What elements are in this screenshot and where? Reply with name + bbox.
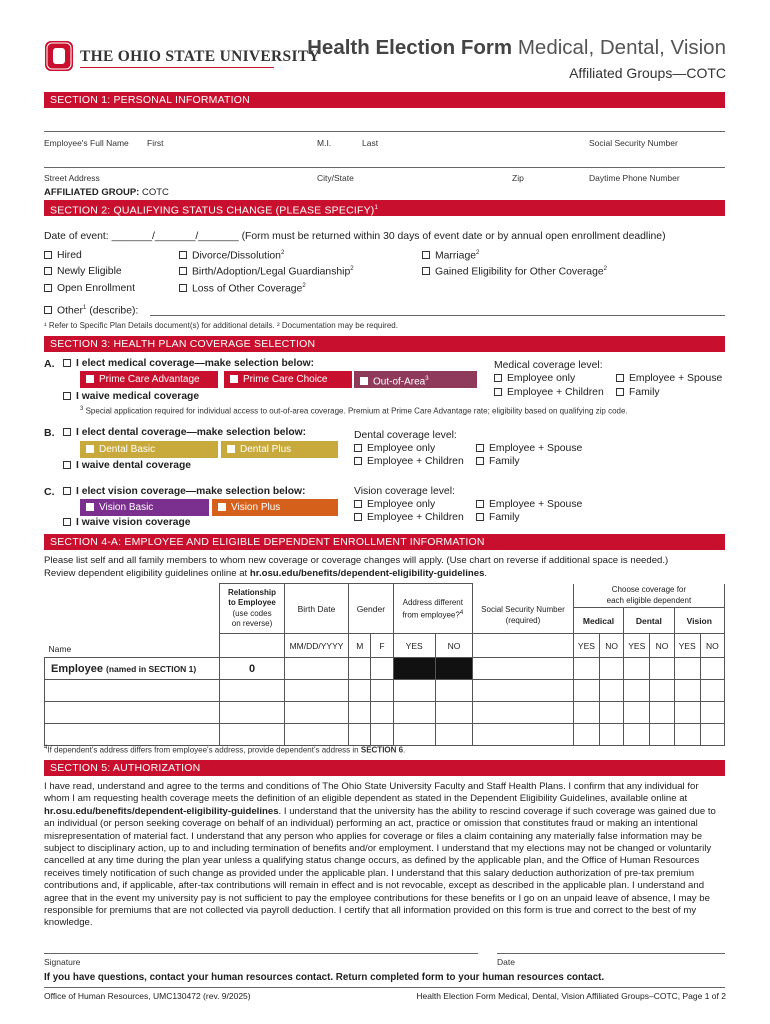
checkbox[interactable] [86, 445, 94, 453]
opt-label: Birth/Adoption/Legal Guardianship [192, 266, 351, 278]
cell[interactable] [674, 702, 700, 724]
cell[interactable] [674, 680, 700, 702]
fn-bold: SECTION 6 [360, 745, 404, 755]
rel-l4: on reverse) [231, 619, 273, 628]
plan-label: Out-of-Area [373, 376, 426, 388]
section3-header: SECTION 3: HEALTH PLAN COVERAGE SELECTION [44, 336, 725, 352]
level-label: Family [489, 456, 520, 467]
footer-left: Office of Human Resources, UMC130472 (rev. 9/2025) [44, 991, 251, 1001]
rel-l2: to Employee [228, 598, 276, 607]
table-row [45, 680, 725, 702]
cell[interactable] [573, 680, 599, 702]
checkbox[interactable] [354, 457, 362, 465]
date-label: Date [497, 957, 515, 967]
opt-label: Newly Eligible [57, 266, 122, 277]
waive-medical-label: I waive medical coverage [76, 391, 200, 402]
checkbox[interactable] [360, 377, 368, 385]
level-label: Employee + Spouse [489, 443, 583, 454]
section4-header: SECTION 4-A: EMPLOYEE AND ELIGIBLE DEPENDENT ENROLLMENT INFORMATION [44, 534, 725, 550]
date-of-event[interactable]: Date of event: _______/_______/_______ (Form must be returned within 30 days of event date or by annual open enrollment deadline) [44, 231, 666, 242]
checkbox[interactable] [179, 251, 187, 259]
cell[interactable] [284, 724, 348, 746]
opt-other[interactable]: Other$^1$ (describe): [44, 305, 138, 316]
employee-row-label [45, 658, 220, 680]
elect-medical[interactable] [63, 358, 314, 369]
cell[interactable] [600, 680, 624, 702]
name-line[interactable] [44, 131, 725, 132]
page-title-bold: Health Election Form [307, 36, 513, 59]
level-label: Employee + Children [367, 512, 464, 523]
section5-header: SECTION 5: AUTHORIZATION [44, 760, 725, 776]
checkbox[interactable] [179, 267, 187, 275]
opt-loss-coverage[interactable]: Loss of Other Coverage$^2$ [179, 283, 306, 294]
signature-line[interactable] [44, 953, 478, 954]
addr-l1: Address different [402, 597, 463, 607]
cell[interactable] [700, 702, 724, 724]
block-o-icon [44, 40, 74, 72]
label-street: Street Address [44, 173, 100, 183]
cell[interactable] [473, 658, 574, 680]
medical-level-employee-children[interactable] [494, 387, 604, 398]
table-row [45, 724, 725, 746]
plan-label: Vision Plus [231, 502, 281, 513]
page-title [307, 36, 726, 60]
level-label: Family [629, 387, 660, 398]
affiliated-value: COTC [141, 187, 169, 198]
plan-out-of-area[interactable]: Out-of-Area$^3$ [354, 371, 477, 388]
cell[interactable] [393, 702, 435, 724]
waive-vision[interactable] [63, 517, 190, 528]
section4-footnote: $^4$If dependent's address differs from employee's address, provide dependent's address in SECTION 6. [44, 745, 406, 755]
label-last: Last [362, 138, 379, 148]
section4-intro1: Please list self and all family members to whom new coverage or coverage changes will apply. (Use chart on reverse if additional space is needed.) [44, 555, 669, 566]
cell[interactable] [371, 658, 393, 680]
medical-level-employee-only[interactable] [494, 373, 575, 384]
label-zip: Zip [512, 173, 524, 183]
eligibility-link[interactable]: hr.osu.edu/benefits/dependent-eligibility-guidelines [249, 568, 485, 579]
checkbox[interactable] [63, 428, 71, 436]
cell[interactable] [700, 724, 724, 746]
vision-level-employee-spouse[interactable] [476, 499, 582, 510]
cell[interactable] [284, 702, 348, 724]
checkbox[interactable] [494, 374, 502, 382]
checkbox[interactable] [63, 518, 71, 526]
choose-l2: each eligible dependent [606, 596, 692, 606]
choose-l1: Choose coverage for [611, 585, 687, 595]
section3-c-letter: C. [44, 486, 55, 498]
cell[interactable] [220, 724, 284, 746]
opt-newly-eligible[interactable] [44, 266, 122, 277]
cell[interactable] [349, 658, 371, 680]
level-label: Employee + Children [367, 456, 464, 467]
cell[interactable] [435, 680, 472, 702]
col-birth-date: Birth Date [284, 584, 348, 634]
cell[interactable] [674, 724, 700, 746]
cell[interactable] [600, 658, 624, 680]
label-ssn: Social Security Number [589, 138, 678, 148]
waive-medical[interactable] [63, 391, 199, 402]
cell[interactable] [393, 680, 435, 702]
plan-vision-plus[interactable] [212, 499, 338, 516]
contact-note: If you have questions, contact your human resources contact. Return completed form to your human resources contact. [44, 972, 605, 983]
vision-yes: YES [674, 634, 700, 658]
employee-note: (named in SECTION 1) [106, 663, 197, 674]
plan-label: Vision Basic [99, 502, 154, 513]
ssn-l1: Social Security Number [481, 605, 565, 615]
dental-level-employee-children[interactable] [354, 456, 464, 467]
dental-level-title: Dental coverage level: [354, 430, 457, 441]
rel-l1: Relationship [228, 587, 277, 597]
rel-l3: (use codes [232, 608, 272, 618]
checkbox[interactable] [179, 284, 187, 292]
plan-prime-care-advantage[interactable] [80, 371, 218, 388]
dental-level-employee-only[interactable] [354, 443, 435, 454]
cell[interactable] [650, 702, 674, 724]
checkbox[interactable] [44, 306, 52, 314]
cell[interactable] [349, 724, 371, 746]
col-choose-coverage [573, 584, 724, 608]
section3-b-letter: B. [44, 427, 55, 439]
addr-l2: from employee? [402, 610, 460, 620]
affiliated-label: AFFILIATED GROUP: [44, 187, 140, 198]
checkbox[interactable] [86, 375, 94, 383]
table-row [45, 702, 725, 724]
footer-right: Health Election Form Medical, Dental, Vision Affiliated Groups–COTC, Page 1 of 2 [416, 991, 726, 1001]
employee-relationship-code: 0 [220, 658, 284, 680]
plan-label: Prime Care Choice [243, 374, 328, 385]
footer-divider [44, 987, 725, 988]
medical-yes: YES [573, 634, 599, 658]
cell[interactable] [600, 724, 624, 746]
opt-hired[interactable] [44, 250, 82, 261]
address-line[interactable] [44, 167, 725, 168]
plan-prime-care-choice[interactable] [224, 371, 352, 388]
cell-blocked [435, 658, 472, 680]
opt-label: Marriage [435, 250, 476, 262]
cell[interactable] [435, 724, 472, 746]
employee-label: Employee [51, 662, 103, 675]
label-first: First [147, 138, 164, 148]
cell[interactable] [45, 702, 220, 724]
opt-other-rest: (describe): [89, 305, 139, 317]
section3-a-letter: A. [44, 358, 55, 370]
osu-logo [44, 40, 320, 72]
cell[interactable] [435, 702, 472, 724]
waive-vision-label: I waive vision coverage [76, 517, 191, 528]
cell[interactable] [393, 724, 435, 746]
col-medical: Medical [573, 608, 623, 634]
cell[interactable] [650, 658, 674, 680]
col-gender: Gender [349, 584, 393, 634]
address-yes: YES [393, 634, 435, 658]
elect-dental-label: I elect dental coverage—make selection below: [76, 427, 307, 438]
checkbox[interactable] [616, 374, 624, 382]
opt-gained-eligibility[interactable]: Gained Eligibility for Other Coverage$^2$ [422, 266, 607, 277]
cell[interactable] [624, 702, 650, 724]
checkbox[interactable] [354, 513, 362, 521]
cell[interactable] [624, 680, 650, 702]
label-phone: Daytime Phone Number [589, 173, 680, 183]
elect-medical-label: I elect medical coverage—make selection below: [76, 358, 315, 369]
col-name: Name [45, 584, 220, 658]
opt-label: Loss of Other Coverage [192, 283, 303, 295]
opt-label: Other [57, 305, 83, 317]
section2-sup: 1 [374, 205, 379, 211]
cell[interactable] [220, 702, 284, 724]
col-ssn [473, 584, 574, 634]
address-no: NO [435, 634, 472, 658]
level-label: Employee only [367, 443, 436, 454]
medical-level-title: Medical coverage level: [494, 360, 603, 371]
plan-label: Prime Care Advantage [99, 374, 200, 385]
vision-level-family[interactable] [476, 512, 520, 523]
gender-f: F [371, 634, 393, 658]
checkbox[interactable] [63, 392, 71, 400]
table-row-employee [45, 658, 725, 680]
dental-level-family[interactable] [476, 456, 520, 467]
col-dental: Dental [624, 608, 674, 634]
checkbox[interactable] [422, 251, 430, 259]
opt-open-enrollment[interactable] [44, 283, 135, 294]
checkbox[interactable] [476, 457, 484, 465]
opt-label: Divorce/Dissolution [192, 250, 281, 262]
level-label: Employee only [507, 373, 576, 384]
cell[interactable] [700, 658, 724, 680]
cell[interactable] [600, 702, 624, 724]
opt-divorce[interactable]: Divorce/Dissolution$^2$ [179, 250, 284, 261]
level-label: Employee + Children [507, 387, 604, 398]
level-label: Employee + Spouse [629, 373, 723, 384]
auth-link[interactable]: hr.osu.edu/benefits/dependent-eligibility-guidelines [44, 805, 279, 817]
label-full-name: Employee's Full Name [44, 138, 129, 148]
dental-no: NO [650, 634, 674, 658]
cell[interactable] [624, 724, 650, 746]
cell[interactable] [473, 724, 574, 746]
checkbox[interactable] [218, 503, 226, 511]
authorization-paragraph [44, 781, 725, 930]
cell[interactable] [45, 680, 220, 702]
auth-pre: I have read, understand and agree to the terms and conditions of The Ohio State University Faculty and Staff Health Plans. I confirm that any individual for whom I am requesting health coverage meets the definition of an eligible dependent as stated in the Dependent Eligibility Guidelines, available online at [44, 781, 699, 805]
cell[interactable] [573, 702, 599, 724]
level-label: Employee only [367, 499, 436, 510]
logo-wordmark: THE OHIO STATE UNIVERSITY [80, 48, 320, 65]
fn-post: . [403, 745, 406, 755]
checkbox[interactable] [476, 500, 484, 508]
checkbox[interactable] [354, 444, 362, 452]
elect-dental[interactable] [63, 427, 306, 438]
ssn-l2: (required) [505, 616, 541, 626]
cell[interactable] [473, 680, 574, 702]
col-address: Address different from employee?$^4$ [393, 584, 473, 634]
cell[interactable] [349, 702, 371, 724]
out-of-area-note-text: Special application required for individual access to out-of-area coverage. Premium at Prime Care Advantage rate; eligibility based on qualifying zip code. [85, 406, 628, 416]
cell[interactable] [700, 680, 724, 702]
cell[interactable] [371, 724, 393, 746]
section1-header: SECTION 1: PERSONAL INFORMATION [44, 92, 725, 108]
checkbox[interactable] [86, 503, 94, 511]
ssn-blank [473, 634, 574, 658]
checkbox[interactable] [63, 461, 71, 469]
waive-dental[interactable] [63, 460, 191, 471]
cell-blocked [393, 658, 435, 680]
level-label: Employee + Spouse [489, 499, 583, 510]
checkbox[interactable] [44, 267, 52, 275]
cell[interactable] [220, 680, 284, 702]
auth-post: . I understand that the university has the ability to rescind coverage if such coverage was gained due to an individual (or person seeking coverage on behalf of an individual) performing an act, practice or omission that constitutes fraud or making an intentional misrepresentation of material fact. I understand that any person who applies for coverage or files a claim containing any materially false information may be subject to disciplinary action, up to and including termination of benefits and/or employment. I understand that my elections may not be changed or voluntarily cancelled at any time during the plan year unless a qualifying status change occurs, as defined by the applicable plan, and the Office of Human Resources receives timely notification of such change as provided under the applicable plan. I understand that this salary deduction authorization of pre-tax premium contributions and, if applicable, after-tax contributions will remain in effect and is not revocable, except as described in the applicable plan. I understand and agree that in the event my university pay is not sufficient to pay the employee contributions for these benefits or I go on an unpaid leave of absence, I may be responsible for premiums that are not collected via payroll deduction. I certify that all information provided on this form is true and correct to the best of my knowledge. [44, 805, 716, 929]
cell[interactable] [650, 724, 674, 746]
cell[interactable] [573, 658, 599, 680]
cell[interactable] [371, 702, 393, 724]
cell[interactable] [349, 680, 371, 702]
cell[interactable] [371, 680, 393, 702]
fn-pre: If dependent's address differs from employee's address, provide dependent's address in [47, 745, 361, 755]
col-vision: Vision [674, 608, 724, 634]
medical-level-employee-spouse[interactable] [616, 373, 722, 384]
cell[interactable] [284, 658, 348, 680]
cell[interactable] [573, 724, 599, 746]
opt-label: Gained Eligibility for Other Coverage [435, 266, 604, 278]
section4-intro2 [44, 568, 487, 579]
cell[interactable] [284, 680, 348, 702]
opt-label: Hired [57, 250, 82, 261]
elect-vision[interactable] [63, 486, 305, 497]
dental-level-employee-spouse[interactable] [476, 443, 582, 454]
plan-label: Dental Basic [99, 444, 156, 455]
cell[interactable] [650, 680, 674, 702]
gender-m: M [349, 634, 371, 658]
intro2-pre: Review dependent eligibility guidelines online at [44, 568, 250, 579]
col-relationship [220, 584, 284, 634]
checkbox[interactable] [44, 251, 52, 259]
waive-dental-label: I waive dental coverage [76, 460, 192, 471]
plan-dental-plus[interactable] [221, 441, 338, 458]
checkbox[interactable] [44, 284, 52, 292]
cell[interactable] [624, 658, 650, 680]
vision-level-employee-children[interactable] [354, 512, 464, 523]
plan-dental-basic[interactable] [80, 441, 218, 458]
page-subtitle: Affiliated Groups—COTC [569, 65, 726, 81]
dependent-table [44, 583, 725, 746]
out-of-area-note: $^3$ Special application required for individual access to out-of-area coverage. Premium at Prime Care Advantage rate; eligibility based on qualifying zip code. [80, 406, 628, 416]
medical-no: NO [600, 634, 624, 658]
dental-yes: YES [624, 634, 650, 658]
level-label: Family [489, 512, 520, 523]
checkbox[interactable] [354, 500, 362, 508]
plan-label: Dental Plus [240, 444, 292, 455]
checkbox[interactable] [63, 359, 71, 367]
checkbox[interactable] [616, 388, 624, 396]
affiliated-group [44, 187, 169, 198]
cell[interactable] [674, 658, 700, 680]
rel-cell-blank [220, 634, 284, 658]
col-birth-format: MM/DD/YYYY [284, 634, 348, 658]
cell[interactable] [473, 702, 574, 724]
checkbox[interactable] [422, 267, 430, 275]
checkbox[interactable] [494, 388, 502, 396]
medical-level-family[interactable] [616, 387, 660, 398]
checkbox[interactable] [230, 375, 238, 383]
page-title-rest: Medical, Dental, Vision [517, 36, 726, 59]
vision-level-title: Vision coverage level: [354, 486, 455, 497]
checkbox[interactable] [227, 445, 235, 453]
label-mi: M.I. [317, 138, 332, 148]
intro2-post: . [484, 568, 488, 579]
signature-label: Signature [44, 957, 81, 967]
plan-vision-basic[interactable] [80, 499, 209, 516]
cell[interactable] [45, 724, 220, 746]
label-city-state: City/State [317, 173, 354, 183]
date-line[interactable] [497, 953, 725, 954]
vision-no: NO [700, 634, 724, 658]
checkbox[interactable] [476, 444, 484, 452]
section2-header [44, 200, 725, 216]
section2-footnote: ¹ Refer to Specific Plan Details document(s) for additional details. ² Documentation may be required. [44, 321, 398, 330]
elect-vision-label: I elect vision coverage—make selection below: [76, 486, 306, 497]
checkbox[interactable] [476, 513, 484, 521]
opt-birth-adoption[interactable]: Birth/Adoption/Legal Guardianship$^2$ [179, 266, 354, 277]
section2-title: SECTION 2: QUALIFYING STATUS CHANGE (PLEASE SPECIFY) [50, 204, 375, 217]
opt-label: Open Enrollment [57, 283, 135, 294]
checkbox[interactable] [63, 487, 71, 495]
opt-marriage[interactable]: Marriage$^2$ [422, 250, 479, 261]
vision-level-employee-only[interactable] [354, 499, 435, 510]
other-describe-line[interactable] [150, 315, 725, 316]
